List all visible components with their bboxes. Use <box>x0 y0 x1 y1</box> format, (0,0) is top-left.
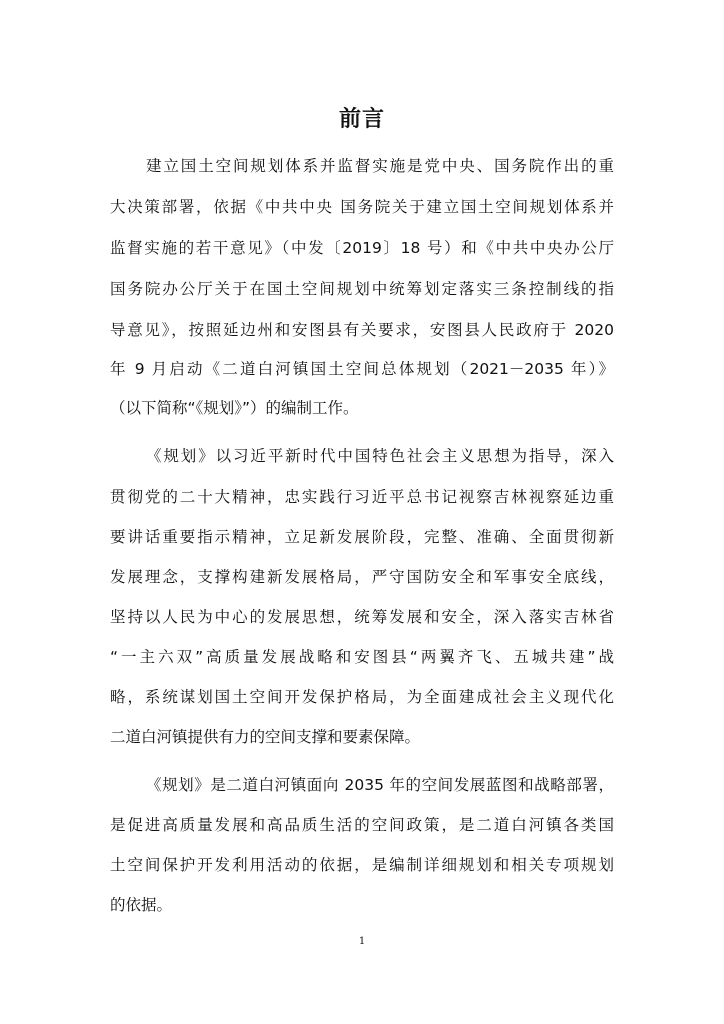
paragraph-1-line-7: （以下简称“《规划》”）的编制工作。 <box>110 399 359 417</box>
paragraph-2-line-8: 二道白河镇提供有力的空间支撑和要素保障。 <box>110 728 421 746</box>
paragraph-1-line-5: 导意见》，按照延边州和安图县有关要求，安图县人民政府于 2020 <box>110 321 614 339</box>
paragraph-2-line-5: 坚持以人民为中心的发展思想，统筹发展和安全，深入落实吉林省 <box>110 608 614 626</box>
paragraph-1-line-6: 年 9 月启动《二道白河镇国土空间总体规划（2021－2035 年）》 <box>110 360 614 378</box>
paragraph-3-line-2: 是促进高质量发展和高品质生活的空间政策，是二道白河镇各类国 <box>110 816 614 834</box>
paragraph-1-line-3: 监督实施的若干意见》（中发〔2019〕18 号）和《中共中央办公厅 <box>110 239 614 257</box>
paragraph-2-line-3: 要讲话重要指示精神，立足新发展阶段，完整、准确、全面贯彻新 <box>110 528 614 546</box>
paragraph-2-line-4: 发展理念，支撑构建新发展格局，严守国防安全和军事安全底线， <box>110 568 614 586</box>
paragraph-1-line-1: 建立国土空间规划体系并监督实施是党中央、国务院作出的重 <box>146 157 614 175</box>
paragraph-3-line-4: 的依据。 <box>110 896 173 914</box>
paragraph-1-line-4: 国务院办公厅关于在国土空间规划中统筹划定落实三条控制线的指 <box>110 280 614 298</box>
page-title: 前言 <box>338 107 385 132</box>
paragraph-2-line-2: 贯彻党的二十大精神，忠实践行习近平总书记视察吉林视察延边重 <box>110 488 614 506</box>
page-number: 1 <box>358 936 366 947</box>
paragraph-3-line-3: 土空间保护开发利用活动的依据，是编制详细规划和相关专项规划 <box>110 856 614 874</box>
paragraph-2-line-6: “一主六双”高质量发展战略和安图县“两翼齐飞、五城共建”战 <box>110 648 614 666</box>
paragraph-3-line-1: 《规划》是二道白河镇面向 2035 年的空间发展蓝图和战略部署， <box>146 776 614 794</box>
paragraph-2-line-7: 略，系统谋划国土空间开发保护格局，为全面建成社会主义现代化 <box>110 688 614 706</box>
paragraph-1-line-2: 大决策部署，依据《中共中央 国务院关于建立国土空间规划体系并 <box>110 198 614 216</box>
paragraph-2-line-1: 《规划》以习近平新时代中国特色社会主义思想为指导，深入 <box>146 447 614 465</box>
